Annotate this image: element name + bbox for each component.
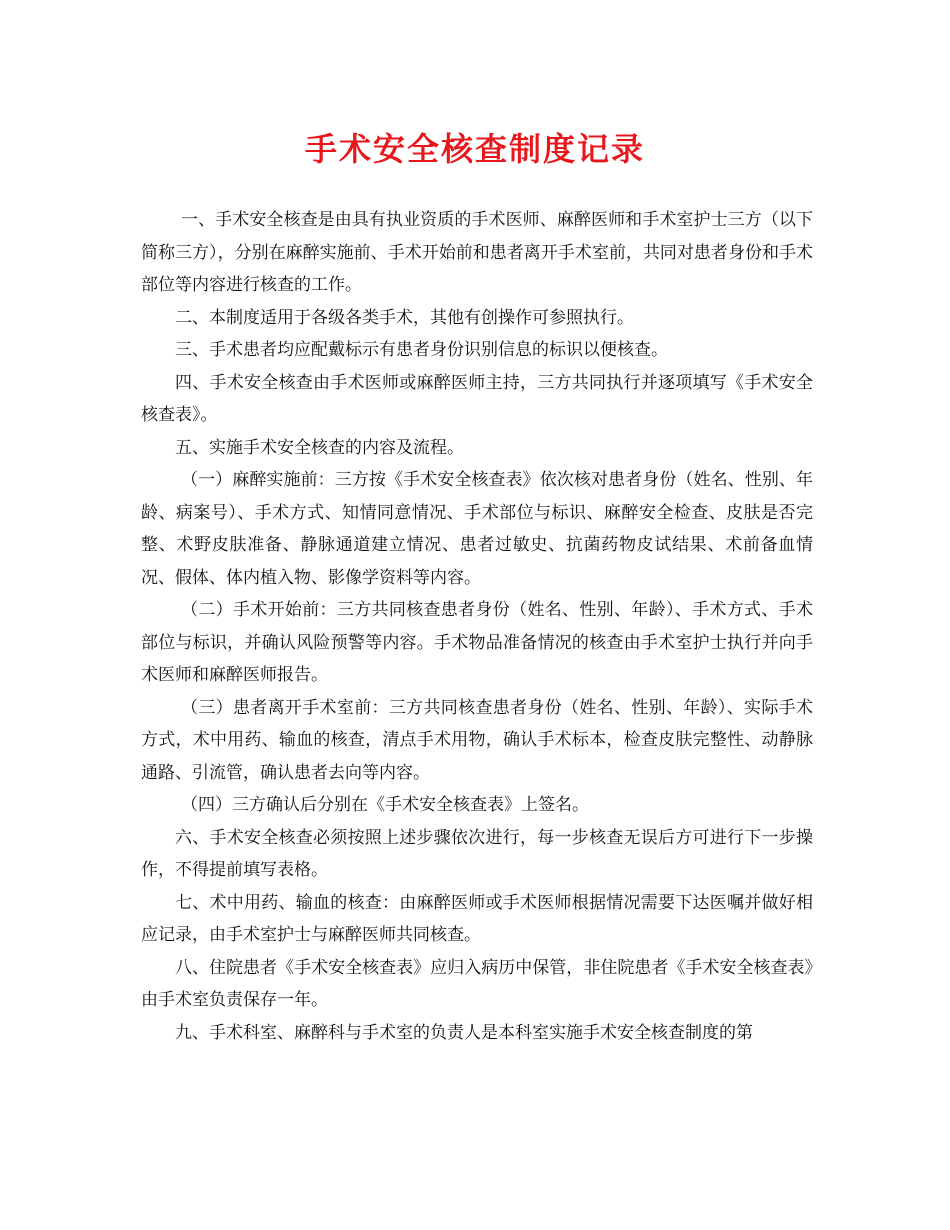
paragraph-6: 六、手术安全核查必须按照上述步骤依次进行，每一步核查无误后方可进行下一步操作，不得提前填写表格。	[141, 827, 813, 880]
paragraph-8: 八、住院患者《手术安全核查表》应归入病历中保管，非住院患者《手术安全核查表》由手术室负责保存一年。	[141, 957, 813, 1010]
paragraph-7: 七、术中用药、输血的核查：由麻醉医师或手术医师根据情况需要下达医嘱并做好相应记录，由手术室护士与麻醉医师共同核查。	[141, 892, 813, 945]
paragraph-5-3: （三）患者离开手术室前：三方共同核查患者身份（姓名、性别、年龄）、实际手术方式，术中用药、输血的核查，清点手术用物，确认手术标本，检查皮肤完整性、动静脉通路、引流管，确认患者去向等内容。	[141, 697, 813, 783]
paragraph-9: 九、手术科室、麻醉科与手术室的负责人是本科室实施手术安全核查制度的第	[175, 1022, 753, 1043]
paragraph-1: 一、手术安全核查是由具有执业资质的手术医师、麻醉医师和手术室护士三方（以下简称三方），分别在麻醉实施前、手术开始前和患者离开手术室前，共同对患者身份和手术部位等内容进行核查的工作。	[141, 210, 813, 295]
paragraph-5-2: （二）手术开始前：三方共同核查患者身份（姓名、性别、年龄）、手术方式、手术部位与标识，并确认风险预警等内容。手术物品准备情况的核查由手术室护士执行并向手术医师和麻醉医师报告。	[141, 600, 813, 685]
paragraph-3: 三、手术患者均应配戴标示有患者身份识别信息的标识以便核查。	[175, 340, 668, 360]
paragraph-5-4: （四）三方确认后分别在《手术安全核查表》上签名。	[181, 795, 589, 815]
paragraph-4: 四、手术安全核查由手术医师或麻醉医师主持，三方共同执行并逐项填写《手术安全核查表》。	[141, 372, 813, 425]
paragraph-2: 二、本制度适用于各级各类手术，其他有创操作可参照执行。	[175, 307, 634, 328]
paragraph-5-1: （一）麻醉实施前：三方按《手术安全核查表》依次核对患者身份（姓名、性别、年龄、病案号）、手术方式、知情同意情况、手术部位与标识、麻醉安全检查、皮肤是否完整、术野皮肤准备、静脉通道建立情况、患者过敏史、抗菌药物皮试结果、术前备血情况、假体、体内植入物、影像学资料等内容。	[141, 470, 813, 588]
paragraph-5: 五、实施手术安全核查的内容及流程。	[175, 437, 464, 458]
document-title: 手术安全核查制度记录	[304, 130, 645, 168]
document-body	[141, 204, 813, 1049]
